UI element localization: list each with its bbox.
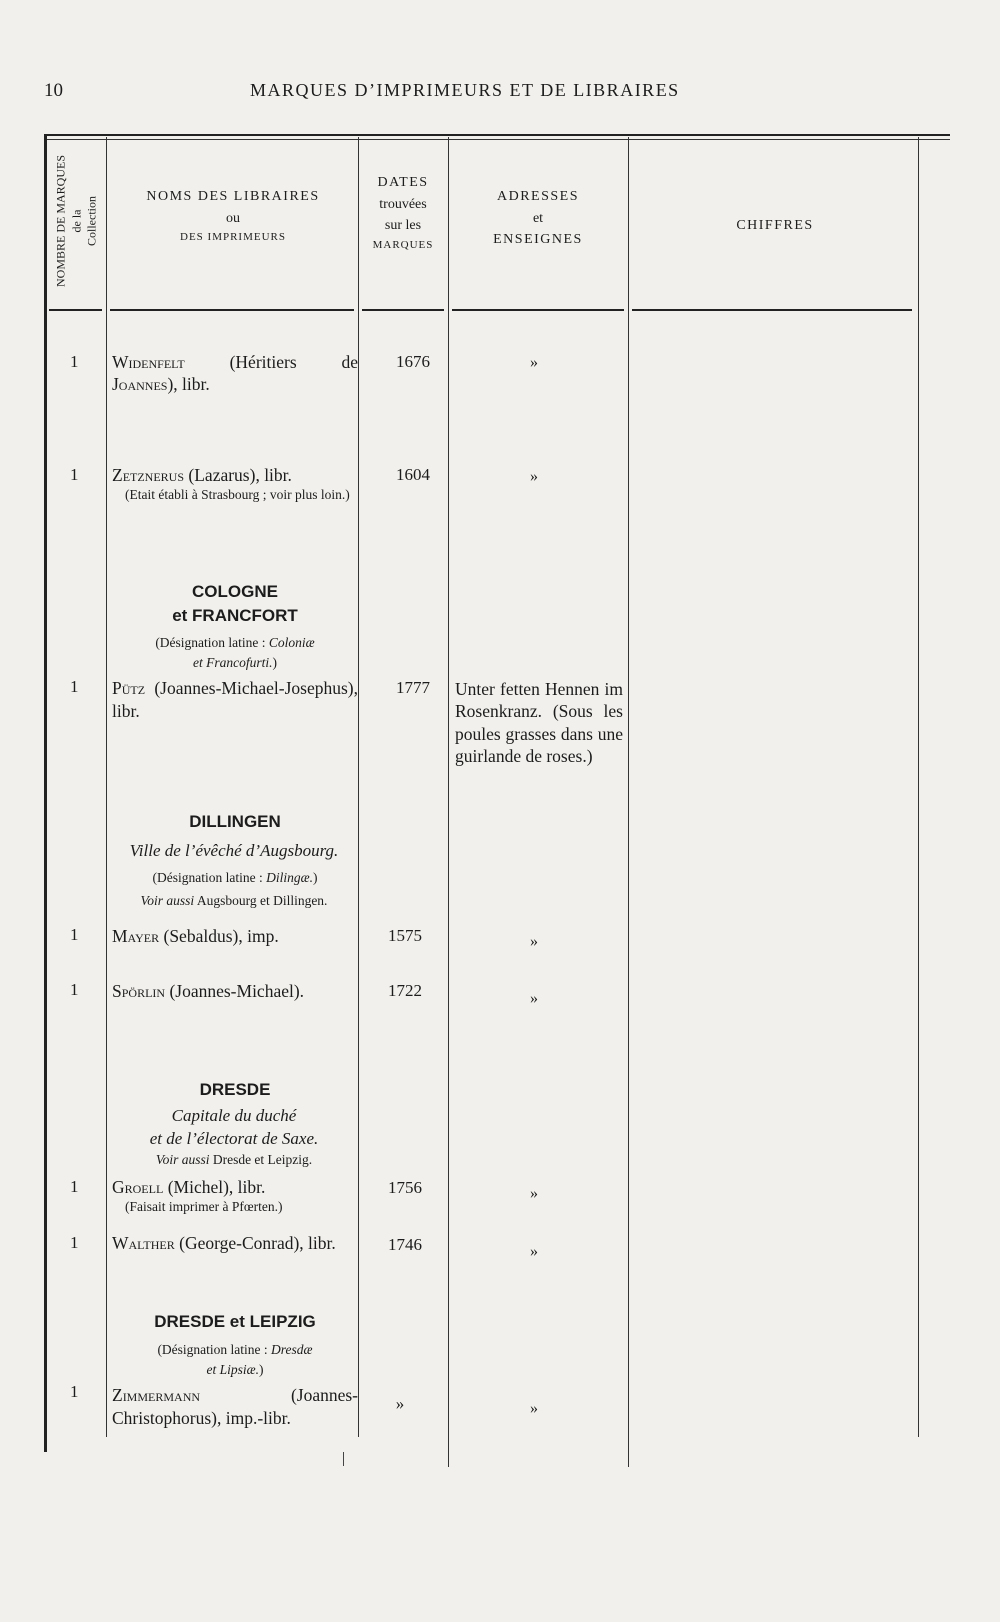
city-heading: COLOGNE et FRANCFORT [172,582,298,625]
entry-count: 1 [70,980,79,999]
table-top-rule-thin [44,139,950,140]
entry-address: » [530,468,538,485]
city-subtitle: Ville de l’évêché d’Augsbourg. [129,841,339,860]
entry-name: Zetznerus (Lazarus), libr. [112,465,292,485]
bottom-tick-mark [343,1452,344,1466]
entry-date: 1575 [388,926,422,945]
entry-date: 1676 [396,352,430,371]
header-names: NOMS DES LIBRAIRES ou DES IMPRIMEURS [146,189,320,244]
entry-address: » [530,1185,538,1202]
entry-name: Walther (George-Conrad), libr. [112,1233,336,1253]
entry-date: 1746 [388,1235,422,1254]
column-divider [358,137,359,1437]
entry-address: Unter fetten Hennen im Rosenkranz. (Sous les poules grasses dans une guirlande de roses.) [455,679,623,767]
entry-note: (Faisait imprimer à Pfœrten.) [125,1199,283,1214]
latin-designation: (Désignation latine : Coloniæ et Francofurti.) [155,635,315,670]
entry-address: » [530,1243,538,1260]
running-title: MARQUES D’IMPRIMEURS ET DE LIBRAIRES [250,80,680,100]
entry-count: 1 [70,465,79,484]
header-separator [110,309,354,311]
header-separator [362,309,444,311]
entry-address: » [530,1400,538,1417]
column-divider [106,137,107,1437]
latin-designation: (Désignation latine : Dilingæ.) [152,870,318,885]
entry-date: » [395,1394,405,1413]
header-chiffres: CHIFFRES [736,218,814,233]
entry-name: Mayer (Sebaldus), imp. [112,926,279,946]
entry-date: 1777 [396,678,430,697]
entry-name-continued: Joannes), libr. [112,374,210,394]
entry-address: » [530,933,538,950]
entry-count: 1 [70,1177,79,1196]
header-count: NOMBRE DE MARQUES de la Collection [53,154,99,288]
entry-date: 1604 [396,465,430,484]
entry-name: Zimmermann (Joannes-Christophorus), imp.-libr. [112,1385,358,1429]
page-number: 10 [44,80,63,101]
latin-designation: (Désignation latine : Dresdæ et Lipsiæ.) [157,1342,313,1377]
entry-count: 1 [70,1233,79,1252]
see-also: Voir aussi Augsbourg et Dillingen. [140,893,328,908]
header-addresses: ADRESSES et ENSEIGNES [493,189,583,248]
city-heading: DRESDE [199,1080,271,1099]
entry-name: Widenfelt (Héritiers de [112,352,358,372]
entry-name: Groell (Michel), libr. [112,1177,266,1197]
column-divider [918,137,919,1437]
header-separator [452,309,624,311]
entry-address: » [530,354,538,371]
column-divider [628,137,629,1467]
entry-count: 1 [70,352,79,371]
entry-count: 1 [70,1382,79,1401]
header-separator [49,309,102,311]
entry-count: 1 [70,925,79,944]
city-subtitle: Capitale du duché et de l’électorat de Saxe. [149,1106,319,1148]
entry-address: » [530,990,538,1007]
entry-name: Spörlin (Joannes-Michael). [112,981,305,1001]
entry-note: (Etait établi à Strasbourg ; voir plus loin.) [125,487,350,502]
see-also: Voir aussi Dresde et Leipzig. [155,1152,313,1167]
header-dates: DATES trouvées sur les MARQUES [372,175,434,252]
entry-date: 1756 [388,1178,422,1197]
city-heading: DRESDE et LEIPZIG [154,1312,316,1331]
header-separator [632,309,912,311]
city-heading: DILLINGEN [189,812,281,831]
table-left-border [44,134,47,1452]
entry-name: Pütz (Joannes-Michael-Josephus), libr. [112,678,358,722]
column-divider [448,137,449,1467]
table-top-rule [44,134,950,136]
entry-count: 1 [70,677,79,696]
entry-date: 1722 [388,981,422,1000]
